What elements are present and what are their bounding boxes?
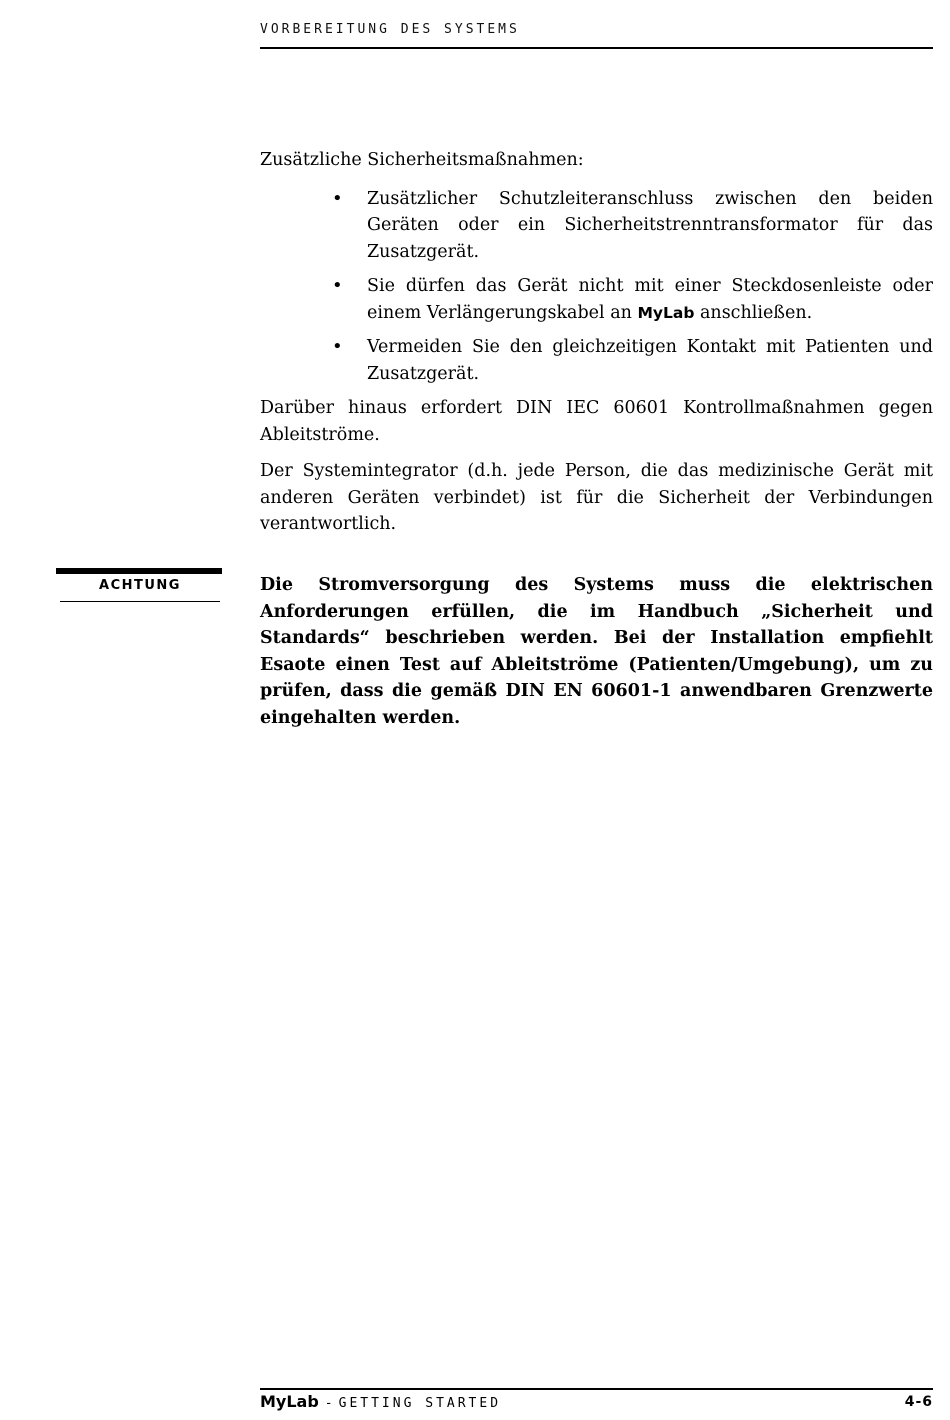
footer-subtitle: GETTING STARTED xyxy=(338,1396,502,1411)
running-header: VORBEREITUNG DES SYSTEMS xyxy=(260,22,520,37)
header-divider xyxy=(260,47,933,49)
list-item xyxy=(260,273,933,326)
list-item xyxy=(260,334,933,387)
safety-measures-list xyxy=(260,186,933,388)
page-footer xyxy=(260,1392,933,1414)
footer-left xyxy=(260,1392,501,1411)
footer-product-name: MyLab xyxy=(260,1392,319,1411)
footer-separator: - xyxy=(324,1396,333,1411)
list-item-text: Zusätzlicher Schutzleiteranschluss zwischen den beiden Geräten oder ein Sicherheitstrenntransformator für das Zusatzgerät. xyxy=(367,188,933,262)
bullet-icon: • xyxy=(332,336,343,357)
warning-text: Die Stromversorgung des Systems muss die elektrischen Anforderungen erfüllen, die im Handbuch „Sicherheit und Standards“ beschrieben werden. Bei der Installation empfiehlt Esaote einen Test auf Ableitströme (Patienten/Umgebung), um zu prüfen, dass die gemäß DIN EN 60601-1 anwendbaren Grenzwerte eingehalten werden. xyxy=(260,575,933,728)
bullet-icon: • xyxy=(332,187,343,209)
list-item-text-before: Sie dürfen das Gerät nicht mit einer Steckdosenleiste oder einem Verlängerungskabel an xyxy=(367,276,933,323)
page-number: 4-6 xyxy=(904,1394,933,1410)
main-content xyxy=(260,147,933,548)
footer-divider xyxy=(260,1388,933,1390)
intro-paragraph: Zusätzliche Sicherheitsmaßnahmen: xyxy=(260,150,584,170)
list-item-text: Vermeiden Sie den gleichzeitigen Kontakt mit Patienten und Zusatzgerät. xyxy=(367,337,933,384)
list-item xyxy=(260,186,933,266)
body-paragraph-leakage: Darüber hinaus erfordert DIN IEC 60601 Kontrollmaßnahmen gegen Ableitströme. xyxy=(260,398,933,445)
warning-label-block xyxy=(56,568,222,602)
list-item-text-after: anschließen. xyxy=(694,302,813,323)
product-name: MyLab xyxy=(637,303,695,322)
bullet-icon: • xyxy=(332,275,343,296)
warning-label: ACHTUNG xyxy=(60,574,220,602)
body-paragraph-integrator: Der Systemintegrator (d.h. jede Person, die das medizinische Gerät mit anderen Geräten verbindet) ist für die Sicherheit der Verbindungen verantwortlich. xyxy=(260,461,933,534)
